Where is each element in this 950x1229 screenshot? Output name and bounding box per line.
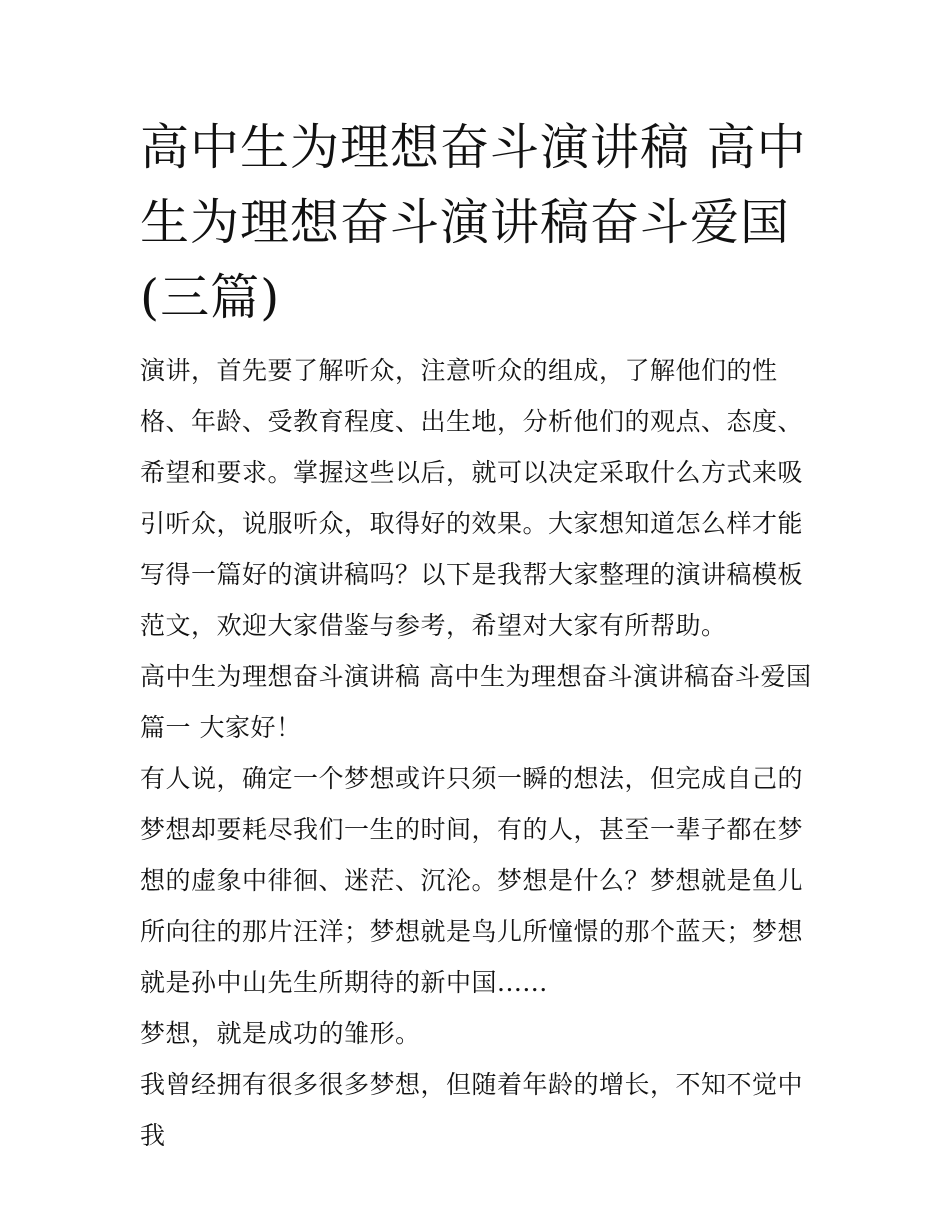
document-body <box>140 345 816 1161</box>
document-title: 高中生为理想奋斗演讲稿 高中生为理想奋斗演讲稿奋斗爱国(三篇) <box>140 119 807 326</box>
paragraph-my-dreams: 我曾经拥有很多很多梦想，但随着年龄的增长，不知不觉中我 <box>140 1070 804 1150</box>
paragraph-dream-seed: 梦想，就是成功的雏形。 <box>140 1019 421 1048</box>
document-page <box>140 110 816 1161</box>
paragraph-heading-part-one: 高中生为理想奋斗演讲稿 高中生为理想奋斗演讲稿奋斗爱国篇一 大家好！ <box>140 662 812 742</box>
paragraph-dream-definition: 有人说，确定一个梦想或许只须一瞬的想法，但完成自己的梦想却要耗尽我们一生的时间，有的人，甚至一辈子都在梦想的虚象中徘徊、迷茫、沉沦。梦想是什么？梦想就是鱼儿所向往的那片汪洋；梦想就是鸟儿所憧憬的那个蓝天；梦想就是孙中山先生所期待的新中国...... <box>140 764 804 997</box>
paragraph-intro: 演讲，首先要了解听众，注意听众的组成，了解他们的性格、年龄、受教育程度、出生地，分析他们的观点、态度、希望和要求。掌握这些以后，就可以决定采取什么方式来吸引听众，说服听众，取得好的效果。大家想知道怎么样才能写得一篇好的演讲稿吗？以下是我帮大家整理的演讲稿模板范文，欢迎大家借鉴与参考，希望对大家有所帮助。 <box>140 356 804 640</box>
